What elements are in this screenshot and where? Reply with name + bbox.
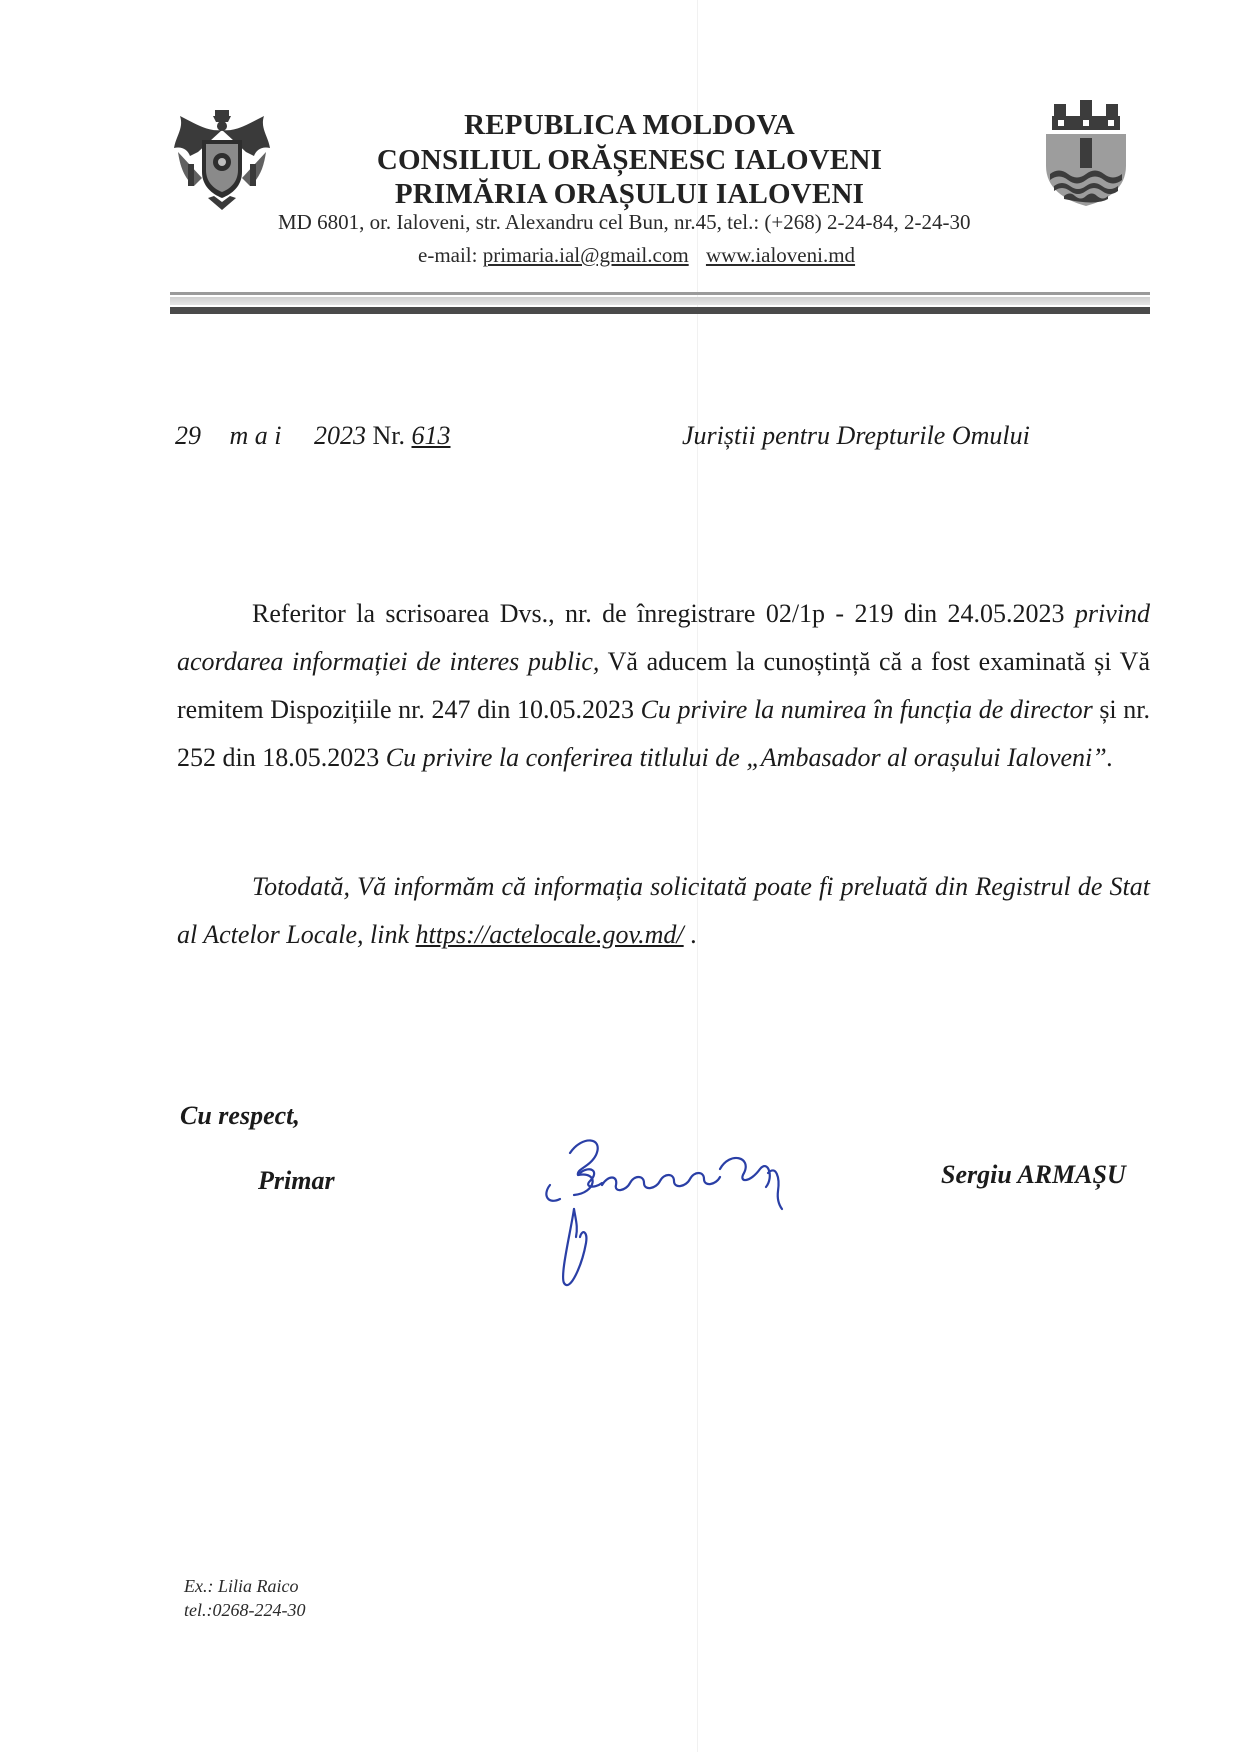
email-link[interactable]: primaria.ial@gmail.com bbox=[482, 243, 689, 267]
p2-end: . bbox=[683, 920, 697, 949]
executor-info bbox=[184, 1574, 305, 1622]
p1-text-c: Vă aducem la cunoștință că a fost examinată și Vă remitem Dispozițiile nr. 247 din 10.05.2023 bbox=[177, 647, 1151, 724]
handwritten-signature bbox=[530, 1125, 850, 1305]
header-rule-thin bbox=[170, 292, 1150, 295]
signer-name: Sergiu ARMAȘU bbox=[941, 1160, 1126, 1189]
letter-month: m a i bbox=[229, 421, 282, 450]
p1-subject: privind acordarea informației de interes public, bbox=[177, 599, 1150, 676]
website-link[interactable]: www.ialoveni.md bbox=[705, 243, 856, 267]
letter-day: 29 bbox=[175, 421, 201, 450]
letter-recipient: Juriștii pentru Drepturile Omului bbox=[682, 421, 1030, 450]
header-contact bbox=[418, 243, 855, 268]
executor-name: Ex.: Lilia Raico bbox=[184, 1576, 299, 1596]
letter-number: 613 bbox=[411, 421, 451, 450]
executor-phone: tel.:0268-224-30 bbox=[184, 1600, 306, 1620]
letter-number-label: Nr. bbox=[372, 421, 405, 450]
p1-text-a: Referitor la scrisoarea Dvs., nr. de înregistrare 02/1p - 219 din 24.05.2023 bbox=[252, 599, 1075, 628]
closing-salutation: Cu respect, bbox=[180, 1101, 300, 1130]
p1-disposition-2: Cu privire la conferirea titlului de „Ambasador al orașului Ialoveni”. bbox=[385, 743, 1114, 772]
body-paragraph-1 bbox=[177, 590, 1150, 782]
header-mayoralty: PRIMĂRIA ORAȘULUI IALOVENI bbox=[394, 178, 865, 210]
header-council: CONSILIUL ORĂȘENESC IALOVENI bbox=[376, 144, 883, 176]
header-rule-thick bbox=[170, 307, 1150, 314]
header-country: REPUBLICA MOLDOVA bbox=[464, 109, 795, 141]
letter-dateline bbox=[175, 421, 451, 451]
p2-text: Totodată, Vă informăm că informația solicitată poate fi preluată din Registrul de Stat al Actelor Locale, link bbox=[177, 872, 1150, 949]
header-rule-band bbox=[170, 297, 1150, 305]
body-paragraph-2 bbox=[177, 863, 1150, 959]
letter-year: 2023 bbox=[314, 421, 366, 450]
p1-disposition-1: Cu privire la numirea în funcția de director bbox=[640, 695, 1093, 724]
email-label: e-mail: bbox=[418, 243, 478, 267]
p1-text-e: și nr. 252 din 18.05.2023 bbox=[177, 695, 1150, 772]
header-address: MD 6801, or. Ialoveni, str. Alexandru cel Bun, nr.45, tel.: (+268) 2-24-84, 2-24-30 bbox=[278, 210, 971, 234]
registry-link[interactable]: https://actelocale.gov.md/ bbox=[415, 920, 684, 949]
signer-role: Primar bbox=[258, 1166, 335, 1195]
